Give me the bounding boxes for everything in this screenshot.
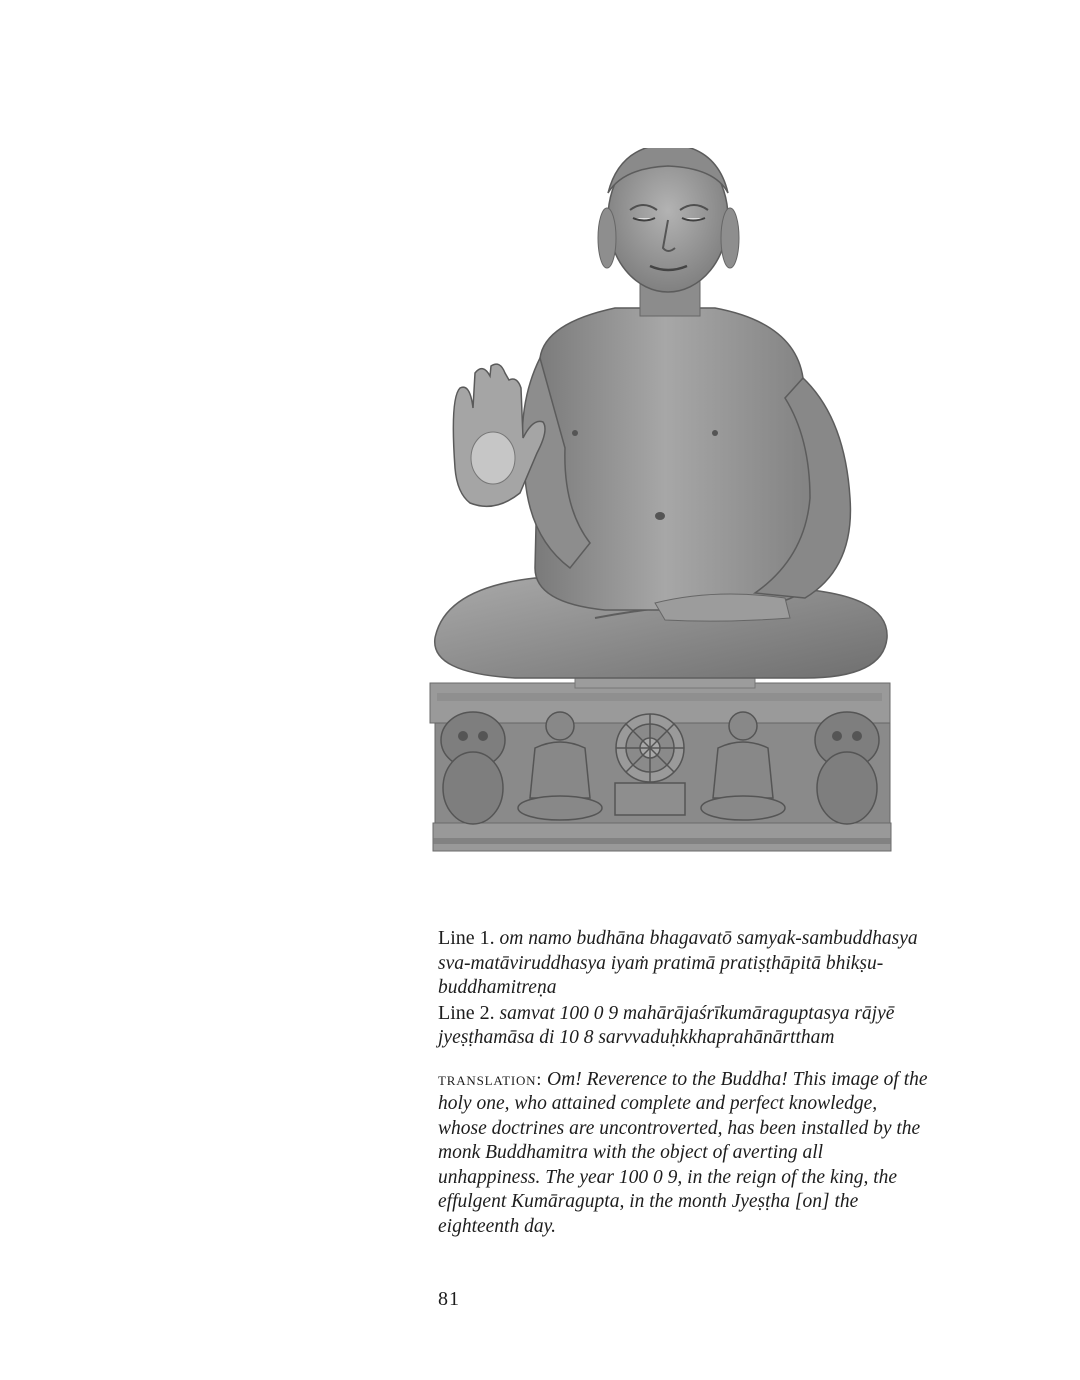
inscription-line-2 <box>438 1001 928 1051</box>
page-number: 81 <box>438 1288 460 1310</box>
line-1-transliteration: om namo budhāna bhagavatō samyak-sambuddhasya sva-matāviruddhasya iyaṁ pratimā pratiṣṭhāpitā bhikṣu-buddhamitreṇa <box>438 928 918 998</box>
inscription-text <box>438 926 928 1239</box>
translation-label: translation: <box>438 1068 543 1089</box>
inscription-line-1 <box>438 926 928 1001</box>
translation-text: Om! Reverence to the Buddha! This image of the holy one, who attained complete and perfect knowledge, whose doctrines are uncontroverted, has been installed by the monk Buddhamitra with the object of averting all unhappiness. The year 100 0 9, in the reign of the king, the effulgent Kumāragupta, in the month Jyeṣṭha [on] the eighteenth day. <box>438 1068 928 1237</box>
line-1-label: Line 1. <box>438 927 495 949</box>
translation-paragraph <box>438 1067 928 1240</box>
pedestal <box>430 683 891 851</box>
line-2-transliteration: samvat 100 0 9 mahārājaśrīkumāraguptasya rājyē jyeṣṭhamāsa di 10 8 sarvvaduḥkkhaprahānārttham <box>438 1002 895 1048</box>
line-2-label: Line 2. <box>438 1001 495 1024</box>
buddha-statue-photograph <box>425 148 895 856</box>
